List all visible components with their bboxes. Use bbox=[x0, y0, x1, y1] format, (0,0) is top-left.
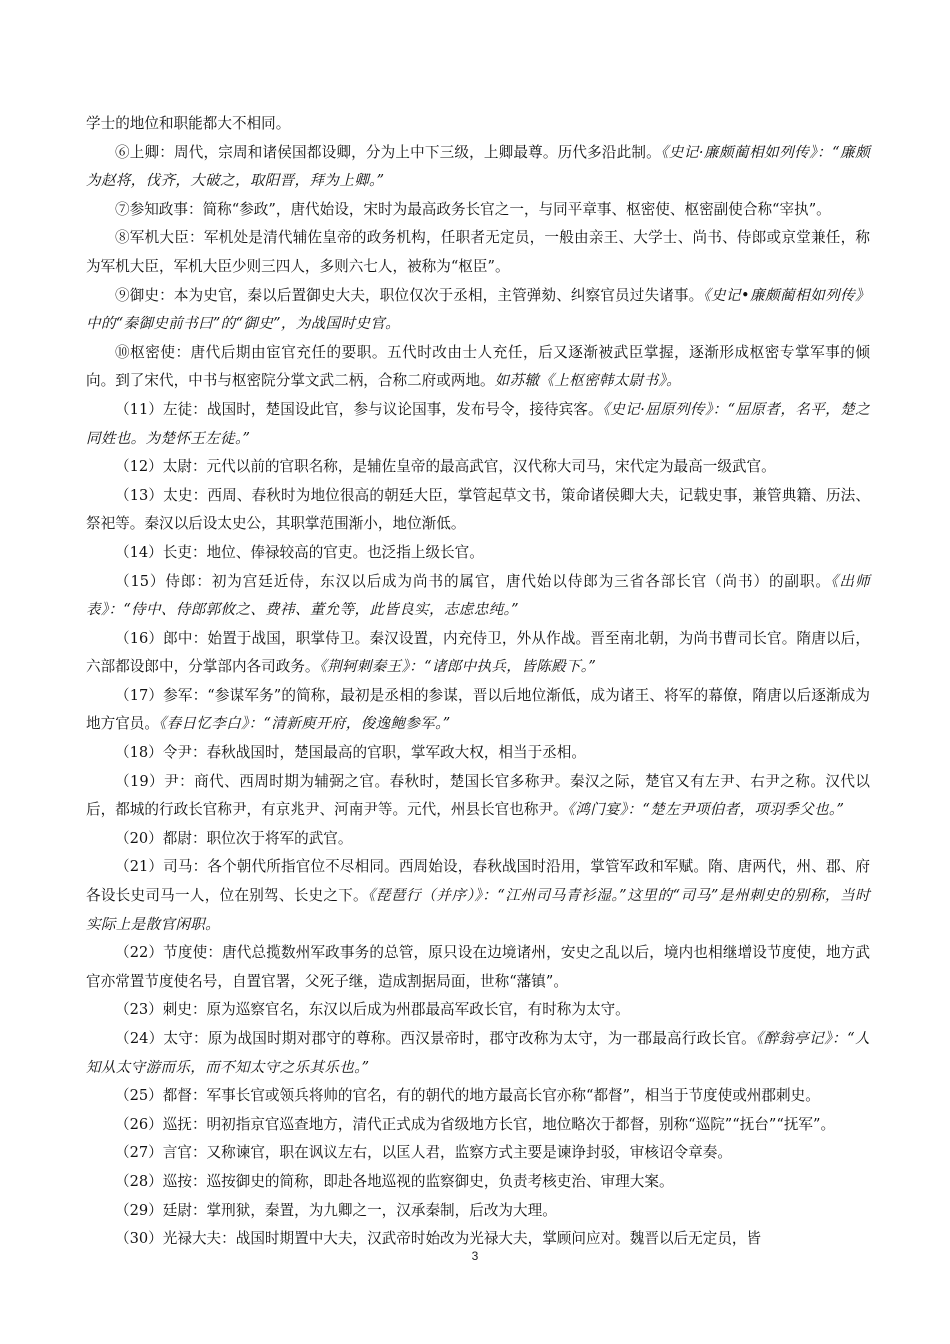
paragraph-text: （22）节度使：唐代总揽数州军政事务的总管，原只设在边境诸州，安史之乱以后，境内也相继增设节度使，地方武官亦常置节度使名号，自置官署，父死子继，造成割据局面，世称“藩镇”。 bbox=[86, 944, 870, 990]
continued-paragraph bbox=[86, 110, 870, 139]
entry-paragraph bbox=[86, 1168, 870, 1197]
paragraph-text: ⑧军机大臣：军机处是清代辅佐皇帝的政务机构，任职者无定员，一般由亲王、大学士、尚书、侍郎或京堂兼任，称为军机大臣，军机大臣少则三四人，多则六七人，被称为“枢臣”。 bbox=[86, 229, 870, 275]
paragraph-text: （30）光禄大夫：战国时期置中大夫，汉武帝时始改为光禄大夫，掌顾问应对。魏晋以后无定员，皆 bbox=[115, 1230, 762, 1248]
paragraph-text: ⑨御史：本为史官，秦以后置御史大夫，职位仅次于丞相，主管弹劾、纠察官员过失诸事。 bbox=[115, 286, 704, 304]
entry-paragraph bbox=[86, 568, 870, 625]
paragraph-text: 学士的地位和职能都大不相同。 bbox=[86, 115, 291, 132]
entry-paragraph bbox=[86, 939, 870, 996]
entry-paragraph bbox=[86, 539, 870, 568]
entry-paragraph bbox=[86, 1139, 870, 1168]
entry-paragraph bbox=[86, 768, 870, 825]
quotation-text: 《鸿门宴》：“楚左尹项伯者，项羽季父也。” bbox=[567, 801, 845, 819]
entry-paragraph bbox=[86, 139, 870, 196]
paragraph-text: （11）左徒：战国时，楚国设此官，参与议论国事，发布号令，接待宾客。 bbox=[115, 400, 603, 418]
document-body bbox=[86, 110, 870, 1254]
paragraph-text: （24）太守：原为战国时期对郡守的尊称。西汉景帝时，郡守改称为太守，为一郡最高行政长官。 bbox=[115, 1030, 756, 1047]
quotation-text: 《史记•廉颇蔺相如列传》中的“秦御史前书曰”的“御史”，为战国时史官。 bbox=[86, 286, 870, 333]
entry-paragraph bbox=[86, 1025, 870, 1082]
entry-paragraph bbox=[86, 1111, 870, 1140]
paragraph-text: （13）太史：西周、春秋时为地位很高的朝廷大臣，掌管起草文书，策命诸侯卿大夫，记载史事，兼管典籍、历法、祭祀等。秦汉以后设太史公，其职掌范围渐小，地位渐低。 bbox=[86, 486, 870, 533]
entry-paragraph bbox=[86, 853, 870, 939]
quotation-text: 如苏辙《上枢密韩太尉书》。 bbox=[494, 372, 681, 390]
paragraph-text: （15）侍郎：初为宫廷近侍，东汉以后成为尚书的属官，唐代始以侍郎为三省各部长官（尚书）的副职。 bbox=[115, 572, 831, 590]
quotation-text: 《史记·廉颇蔺相如列传》：“廉颇为赵将，伐齐，大破之，取阳晋，拜为上卿。” bbox=[86, 143, 870, 190]
paragraph-text: （20）都尉：职位次于将军的武官。 bbox=[115, 829, 353, 847]
entry-paragraph bbox=[86, 482, 870, 539]
paragraph-text: ⑦参知政事：简称“参政”，唐代始设，宋时为最高政务长官之一，与同平章事、枢密使、枢密副使合称“宰执”。 bbox=[115, 200, 831, 218]
entry-paragraph bbox=[86, 396, 870, 453]
entry-paragraph bbox=[86, 196, 870, 225]
entry-paragraph bbox=[86, 282, 870, 339]
entry-paragraph bbox=[86, 825, 870, 854]
entry-paragraph bbox=[86, 453, 870, 482]
entry-paragraph bbox=[86, 996, 870, 1025]
entry-paragraph bbox=[86, 1197, 870, 1226]
entry-paragraph bbox=[86, 224, 870, 281]
paragraph-text: （17）参军：“参谋军务”的简称，最初是丞相的参谋，晋以后地位渐低，成为诸王、将军的幕僚，隋唐以后逐渐成为地方官员。 bbox=[86, 686, 870, 733]
paragraph-text: （12）太尉：元代以前的官职名称，是辅佐皇帝的最高武官，汉代称大司马，宋代定为最高一级武官。 bbox=[115, 458, 776, 476]
quotation-text: 《出师表》：“侍中、侍郎郭攸之、费祎、董允等，此皆良实，志虑忠纯。” bbox=[86, 572, 870, 619]
paragraph-text: （25）都督：军事长官或领兵将帅的官名，有的朝代的地方最高长官亦称“都督”，相当于节度使或州郡刺史。 bbox=[115, 1087, 820, 1105]
quotation-text: 《春日忆李白》：“清新庾开府，俊逸鲍参军。” bbox=[158, 715, 451, 733]
paragraph-text: （27）言官：又称谏官，职在讽议左右，以匡人君，监察方式主要是谏诤封驳，审核诏令章奏。 bbox=[115, 1144, 732, 1162]
quotation-text: 《史记·屈原列传》：“屈原者，名平，楚之同姓也。为楚怀王左徒。” bbox=[86, 400, 870, 447]
quotation-text: 《琵琶行（并序）》：“江州司马青衫湿。”这里的“司马”是州刺史的别称，当时实际上是散官闲职。 bbox=[86, 887, 870, 933]
paragraph-text: （21）司马：各个朝代所指官位不尽相同。西周始设，春秋战国时沿用，掌管军政和军赋。隋、唐两代，州、郡、府各设长史司马一人，位在别驾、长史之下。 bbox=[86, 858, 870, 905]
paragraph-text: （28）巡按：巡按御史的简称，即赴各地巡视的监察御史，负责考核吏治、审理大案。 bbox=[115, 1172, 674, 1190]
paragraph-text: （19）尹：商代、西周时期为辅弼之官。春秋时，楚国长官多称尹。秦汉之际，楚官又有左尹、右尹之称。汉代以后，都城的行政长官称尹，有京兆尹、河南尹等。元代，州县长官也称尹。 bbox=[86, 772, 870, 819]
quotation-text: 《醉翁亭记》：“人知从太守游而乐，而不知太守之乐其乐也。” bbox=[86, 1030, 871, 1076]
paragraph-text: ⑩枢密使：唐代后期由宦官充任的要职。五代时改由士人充任，后又逐渐被武臣掌握，逐渐形成枢密专掌军事的倾向。到了宋代，中书与枢密院分掌文武二柄，合称二府或两地。 bbox=[86, 343, 870, 390]
paragraph-text: （16）郎中：始置于战国，职掌侍卫。秦汉设置，内充侍卫，外从作战。晋至南北朝，为尚书曹司长官。隋唐以后，六部都设郎中，分掌部内各司政务。 bbox=[86, 629, 870, 676]
paragraph-text: （18）令尹：春秋战国时，楚国最高的官职，掌军政大权，相当于丞相。 bbox=[115, 744, 586, 762]
entry-paragraph bbox=[86, 339, 870, 396]
page-number: 3 bbox=[471, 1249, 479, 1263]
paragraph-text: （29）廷尉：掌刑狱，秦置，为九卿之一，汉承秦制，后改为大理。 bbox=[115, 1201, 557, 1219]
entry-paragraph bbox=[86, 625, 870, 682]
paragraph-text: （26）巡抚：明初指京官巡查地方，清代正式成为省级地方长官，地位略次于都督，别称“巡院”“抚台”“抚军”。 bbox=[115, 1115, 836, 1133]
paragraph-text: ⑥上卿：周代，宗周和诸侯国都设卿，分为上中下三级，上卿最尊。历代多沿此制。 bbox=[115, 143, 661, 161]
paragraph-text: （23）刺史：原为巡察官名，东汉以后成为州郡最高军政长官，有时称为太守。 bbox=[115, 1001, 630, 1019]
entry-paragraph bbox=[86, 1082, 870, 1111]
entry-paragraph bbox=[86, 739, 870, 768]
entry-paragraph bbox=[86, 682, 870, 739]
paragraph-text: （14）长吏：地位、俸禄较高的官吏。也泛指上级长官。 bbox=[115, 543, 484, 561]
quotation-text: 《荆轲刺秦王》：“诸郎中执兵，皆陈殿下。” bbox=[319, 658, 597, 676]
